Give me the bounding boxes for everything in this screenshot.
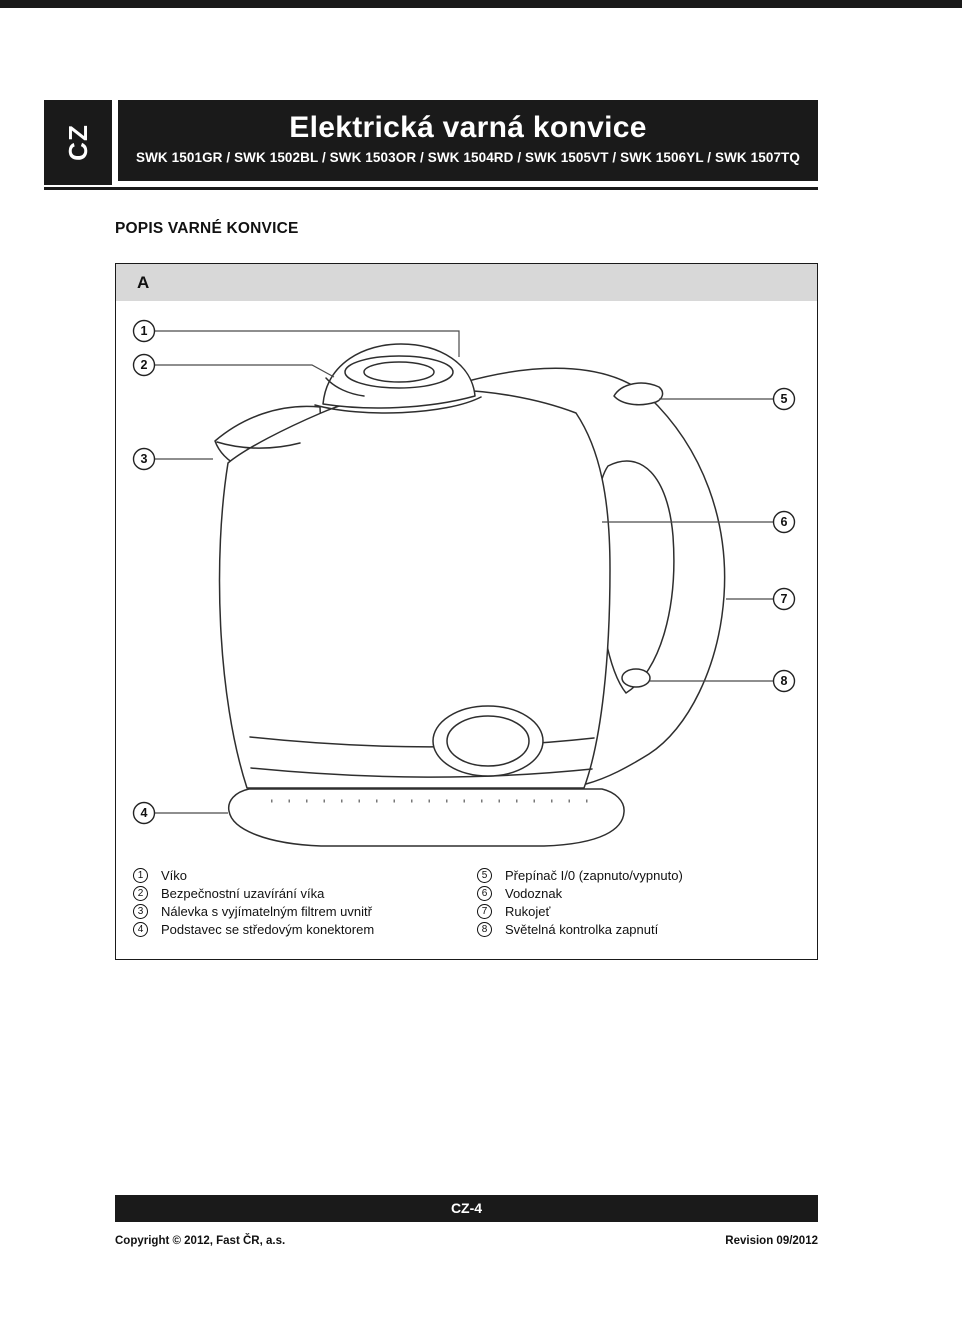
kettle-body <box>217 390 610 788</box>
legend-label: Vodoznak <box>505 886 563 901</box>
footer-meta <box>115 1235 818 1247</box>
indicator-light <box>622 669 650 687</box>
legend-label: Podstavec se středovým konektorem <box>161 922 375 937</box>
body-emblem <box>433 706 543 776</box>
legend-item <box>133 886 477 902</box>
figure-box <box>115 263 818 960</box>
kettle-diagram <box>116 301 816 863</box>
legend-number: 2 <box>133 886 148 901</box>
header-divider <box>44 187 818 190</box>
legend-label: Světelná kontrolka zapnutí <box>505 922 659 937</box>
legend-item <box>477 922 817 938</box>
revision-text: Revision 09/2012 <box>725 1235 818 1247</box>
kettle-base <box>229 789 624 846</box>
figure-label: A <box>137 272 150 292</box>
legend-item <box>133 922 477 938</box>
callout-8 <box>774 671 795 692</box>
figure-legend <box>116 863 817 940</box>
figure-header <box>116 264 817 301</box>
legend-item <box>133 904 477 920</box>
legend-label: Nálevka s vyjímatelným filtrem uvnitř <box>161 904 372 919</box>
legend-label: Víko <box>161 868 188 883</box>
legend-number: 3 <box>133 904 148 919</box>
section-title: POPIS VARNÉ KONVICE <box>115 220 299 237</box>
callout-3 <box>134 449 155 470</box>
legend-item <box>477 868 817 884</box>
callout-5 <box>774 389 795 410</box>
legend-number: 1 <box>133 868 148 883</box>
legend-label: Rukojeť <box>505 904 551 919</box>
model-list: SWK 1501GR / SWK 1502BL / SWK 1503OR / SWK 1504RD / SWK 1505VT / SWK 1506YL / SWK 1507TQ <box>135 150 801 165</box>
callout-2 <box>134 355 155 376</box>
callout-6-number: 6 <box>780 515 788 529</box>
legend-number: 6 <box>477 886 492 901</box>
callout-8-number: 8 <box>780 674 788 688</box>
legend-label: Bezpečnostní uzavírání víka <box>161 886 325 901</box>
legend-number: 4 <box>133 922 148 937</box>
footer-page-bar <box>115 1195 818 1222</box>
callout-4-number: 4 <box>140 806 148 820</box>
top-border-strip <box>0 0 962 8</box>
page-header <box>118 100 818 181</box>
language-tab-label: CZ <box>62 124 93 161</box>
callout-3-number: 3 <box>140 452 148 466</box>
legend-left-column <box>133 868 477 940</box>
legend-item <box>477 886 817 902</box>
legend-number: 7 <box>477 904 492 919</box>
legend-number: 8 <box>477 922 492 937</box>
callout-1 <box>134 321 155 342</box>
legend-item <box>133 868 477 884</box>
callout-2-number: 2 <box>140 358 148 372</box>
legend-number: 5 <box>477 868 492 883</box>
page-number: CZ-4 <box>450 1200 483 1216</box>
page-title: Elektrická varná konvice <box>289 111 647 144</box>
callout-5-number: 5 <box>780 392 788 406</box>
copyright-text: Copyright © 2012, Fast ČR, a.s. <box>115 1235 286 1247</box>
callout-1-number: 1 <box>140 324 148 338</box>
callout-4 <box>134 803 155 824</box>
legend-label: Přepínač I/0 (zapnuto/vypnuto) <box>505 868 683 883</box>
callout-7 <box>774 589 795 610</box>
legend-item <box>477 904 817 920</box>
figure-canvas <box>116 301 816 863</box>
callout-7-number: 7 <box>780 592 788 606</box>
legend-right-column <box>477 868 817 940</box>
callout-6 <box>774 512 795 533</box>
language-tab <box>44 100 112 185</box>
